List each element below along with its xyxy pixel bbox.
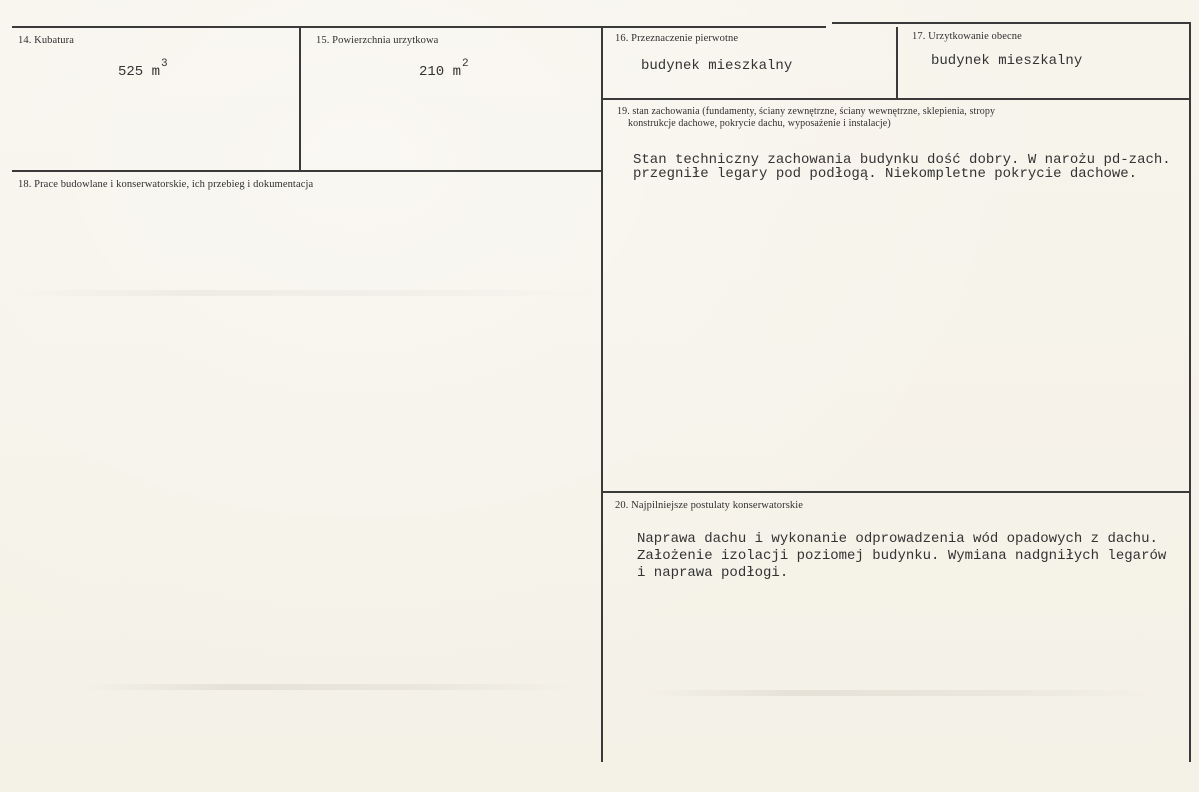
rule-under-14-15 bbox=[12, 170, 602, 172]
field-17-label: 17. Urzytkowanie obecne bbox=[912, 31, 1022, 42]
field-16-label: 16. Przeznaczenie pierwotne bbox=[615, 33, 739, 44]
top-rule-right bbox=[832, 22, 1190, 24]
divider-14-15 bbox=[299, 27, 301, 171]
paper-smudge bbox=[640, 690, 1160, 696]
right-border bbox=[1189, 22, 1191, 762]
field-20-label: 20. Najpilniejsze postulaty konserwatorskie bbox=[615, 500, 804, 511]
field-20-text-line1: Naprawa dachu i wykonanie odprowadzenia wód opadowych z dachu. bbox=[637, 531, 1158, 547]
powierzchnia-value: 210 m bbox=[419, 64, 462, 80]
field-19-label-line2: konstrukcje dachowe, pokrycie dachu, wyposażenie i instalacje) bbox=[628, 118, 891, 129]
kubatura-value: 525 m bbox=[118, 64, 161, 80]
field-15-value bbox=[419, 58, 469, 83]
rule-under-16-17 bbox=[602, 98, 1190, 100]
kubatura-unit-sup: 3 bbox=[161, 58, 168, 70]
field-14-label: 14. Kubatura bbox=[18, 35, 75, 46]
powierzchnia-unit-sup: 2 bbox=[462, 58, 469, 70]
field-20-text-line3: i naprawa podłogi. bbox=[637, 565, 789, 581]
field-15-label: 15. Powierzchnia urzytkowa bbox=[316, 35, 439, 46]
field-14-value bbox=[118, 58, 168, 83]
paper-smudge bbox=[80, 684, 580, 690]
field-18-label: 18. Prace budowlane i konserwatorskie, ich przebieg i dokumentacja bbox=[18, 179, 314, 190]
field-19-label-line1: 19. stan zachowania (fundamenty, ściany zewnętrzne, ściany wewnętrzne, sklepienia, stropy bbox=[617, 106, 996, 117]
paper-smudge bbox=[10, 290, 600, 296]
divider-16-17 bbox=[896, 27, 898, 99]
field-16-value: budynek mieszkalny bbox=[641, 58, 793, 74]
field-19-text-line2: przegniłe legary pod podłogą. Niekompletne pokrycie dachowe. bbox=[633, 166, 1138, 182]
field-20-text-line2: Założenie izolacji poziomej budynku. Wymiana nadgniłych legarów bbox=[637, 548, 1167, 564]
field-17-value: budynek mieszkalny bbox=[931, 53, 1083, 69]
field-19-text-line1: Stan techniczny zachowania budynku dość dobry. W narożu pd-zach. bbox=[633, 152, 1171, 168]
rule-19-20 bbox=[602, 491, 1190, 493]
central-divider bbox=[601, 27, 603, 762]
top-rule-left bbox=[12, 26, 826, 28]
